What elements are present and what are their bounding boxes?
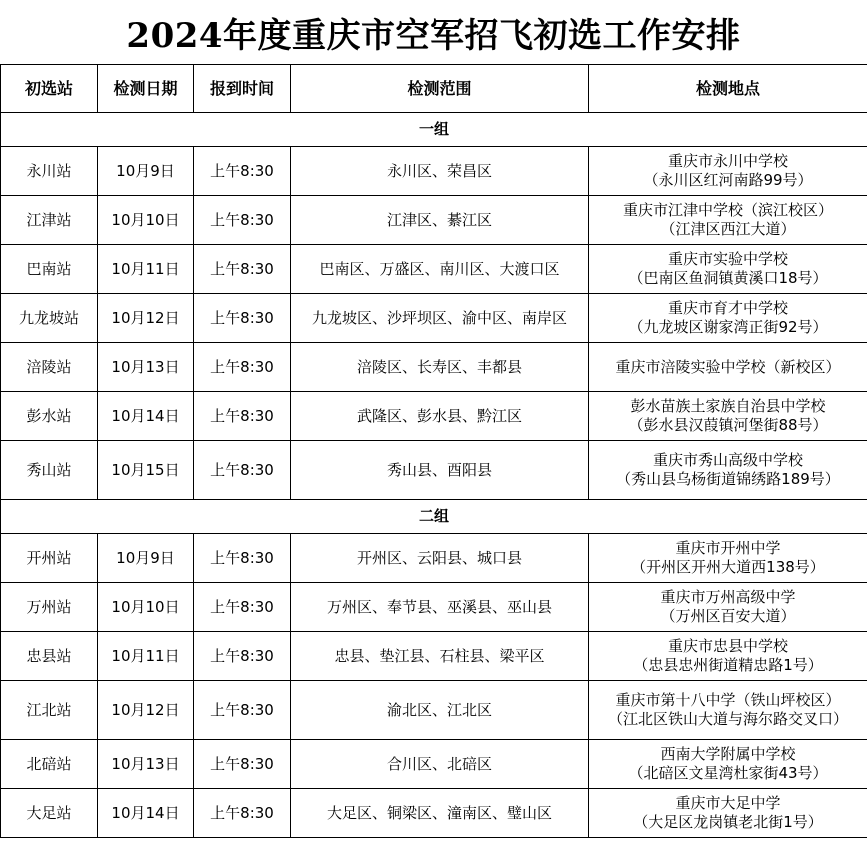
- place-name: 重庆市第十八中学（铁山坪校区）: [615, 691, 841, 709]
- page-title: 2024年度重庆市空军招飞初选工作安排: [126, 15, 741, 56]
- time-cell: 上午8:30: [194, 196, 291, 245]
- station-cell: 彭水站: [1, 392, 98, 441]
- station-cell: 秀山站: [1, 441, 98, 500]
- scope-cell: 巴南区、万盛区、南川区、大渡口区: [291, 245, 589, 294]
- time-cell: 上午8:30: [194, 147, 291, 196]
- place-name: 西南大学附属中学校: [660, 745, 796, 763]
- date-cell: 10月11日: [98, 245, 194, 294]
- table-row: [1, 441, 867, 500]
- date-cell: 10月9日: [98, 534, 194, 583]
- place-cell: [589, 740, 867, 789]
- station-cell: 北碚站: [1, 740, 98, 789]
- place-name: 重庆市秀山高级中学校: [652, 451, 803, 469]
- table-row: [1, 789, 867, 838]
- place-address: （江津区西江大道）: [660, 220, 796, 238]
- place-name: 重庆市育才中学校: [667, 299, 788, 317]
- place-cell: [589, 147, 867, 196]
- place-address: （九龙坡区谢家湾正街92号）: [628, 318, 828, 336]
- place-cell: [589, 681, 867, 740]
- group-label: 二组: [1, 500, 867, 534]
- table-row: [1, 196, 867, 245]
- table-row: [1, 392, 867, 441]
- scope-cell: 秀山县、酉阳县: [291, 441, 589, 500]
- time-cell: 上午8:30: [194, 789, 291, 838]
- date-cell: 10月12日: [98, 294, 194, 343]
- table-row: [1, 681, 867, 740]
- scope-cell: 大足区、铜梁区、潼南区、璧山区: [291, 789, 589, 838]
- table-row: [1, 147, 867, 196]
- group-row: [1, 500, 867, 534]
- station-cell: 江津站: [1, 196, 98, 245]
- header-scope: 检测范围: [291, 65, 589, 113]
- time-cell: 上午8:30: [194, 343, 291, 392]
- time-cell: 上午8:30: [194, 294, 291, 343]
- schedule-body: [1, 113, 867, 838]
- place-cell: [589, 632, 867, 681]
- place-name: 重庆市万州高级中学: [660, 588, 796, 606]
- date-cell: 10月13日: [98, 740, 194, 789]
- place-address: （开州区开州大道西138号）: [631, 558, 825, 576]
- place-address: （彭水县汉葭镇河堡街88号）: [628, 416, 828, 434]
- place-cell: [589, 789, 867, 838]
- time-cell: 上午8:30: [194, 245, 291, 294]
- time-cell: 上午8:30: [194, 632, 291, 681]
- scope-cell: 涪陵区、长寿区、丰都县: [291, 343, 589, 392]
- station-cell: 涪陵站: [1, 343, 98, 392]
- table-row: [1, 583, 867, 632]
- table-row: [1, 632, 867, 681]
- date-cell: 10月13日: [98, 343, 194, 392]
- scope-cell: 永川区、荣昌区: [291, 147, 589, 196]
- place-cell: [589, 343, 867, 392]
- place-name: 重庆市江津中学校（滨江校区）: [622, 201, 833, 219]
- date-cell: 10月9日: [98, 147, 194, 196]
- place-address: （秀山县乌杨街道锦绣路189号）: [616, 470, 840, 488]
- place-cell: [589, 583, 867, 632]
- station-cell: 开州站: [1, 534, 98, 583]
- scope-cell: 武隆区、彭水县、黔江区: [291, 392, 589, 441]
- place-cell: [589, 534, 867, 583]
- place-name: 重庆市实验中学校: [667, 250, 788, 268]
- scope-cell: 渝北区、江北区: [291, 681, 589, 740]
- header-time: 报到时间: [194, 65, 291, 113]
- station-cell: 忠县站: [1, 632, 98, 681]
- time-cell: 上午8:30: [194, 441, 291, 500]
- table-row: [1, 343, 867, 392]
- place-cell: [589, 392, 867, 441]
- station-cell: 江北站: [1, 681, 98, 740]
- place-cell: [589, 294, 867, 343]
- date-cell: 10月10日: [98, 583, 194, 632]
- header-row: [1, 65, 867, 113]
- place-address: （江北区铁山大道与海尔路交叉口）: [607, 710, 848, 728]
- place-name: 重庆市涪陵实验中学校（新校区）: [615, 357, 841, 376]
- place-cell: [589, 441, 867, 500]
- place-name: 重庆市开州中学: [675, 539, 781, 557]
- schedule-table: [0, 64, 867, 838]
- station-cell: 巴南站: [1, 245, 98, 294]
- scope-cell: 忠县、垫江县、石柱县、梁平区: [291, 632, 589, 681]
- place-address: （忠县忠州街道精忠路1号）: [633, 656, 823, 674]
- place-name: 重庆市大足中学: [675, 794, 781, 812]
- station-cell: 永川站: [1, 147, 98, 196]
- table-row: [1, 534, 867, 583]
- header-place: 检测地点: [589, 65, 867, 113]
- scope-cell: 开州区、云阳县、城口县: [291, 534, 589, 583]
- date-cell: 10月14日: [98, 789, 194, 838]
- table-row: [1, 245, 867, 294]
- place-address: （巴南区鱼洞镇黄溪口18号）: [628, 269, 828, 287]
- date-cell: 10月15日: [98, 441, 194, 500]
- place-address: （永川区红河南路99号）: [643, 171, 813, 189]
- place-address: （北碚区文星湾杜家街43号）: [628, 764, 828, 782]
- time-cell: 上午8:30: [194, 583, 291, 632]
- scope-cell: 江津区、綦江区: [291, 196, 589, 245]
- header-station: 初选站: [1, 65, 98, 113]
- table-row: [1, 294, 867, 343]
- time-cell: 上午8:30: [194, 392, 291, 441]
- scope-cell: 合川区、北碚区: [291, 740, 589, 789]
- station-cell: 万州站: [1, 583, 98, 632]
- date-cell: 10月11日: [98, 632, 194, 681]
- place-name: 重庆市永川中学校: [667, 152, 788, 170]
- place-cell: [589, 245, 867, 294]
- scope-cell: 万州区、奉节县、巫溪县、巫山县: [291, 583, 589, 632]
- header-date: 检测日期: [98, 65, 194, 113]
- place-cell: [589, 196, 867, 245]
- group-label: 一组: [1, 113, 867, 147]
- place-address: （万州区百安大道）: [660, 607, 796, 625]
- date-cell: 10月12日: [98, 681, 194, 740]
- group-row: [1, 113, 867, 147]
- station-cell: 九龙坡站: [1, 294, 98, 343]
- time-cell: 上午8:30: [194, 681, 291, 740]
- place-name: 彭水苗族土家族自治县中学校: [630, 397, 826, 415]
- time-cell: 上午8:30: [194, 534, 291, 583]
- place-name: 重庆市忠县中学校: [667, 637, 788, 655]
- table-row: [1, 740, 867, 789]
- date-cell: 10月10日: [98, 196, 194, 245]
- station-cell: 大足站: [1, 789, 98, 838]
- scope-cell: 九龙坡区、沙坪坝区、渝中区、南岸区: [291, 294, 589, 343]
- time-cell: 上午8:30: [194, 740, 291, 789]
- place-address: （大足区龙岗镇老北街1号）: [633, 813, 823, 831]
- date-cell: 10月14日: [98, 392, 194, 441]
